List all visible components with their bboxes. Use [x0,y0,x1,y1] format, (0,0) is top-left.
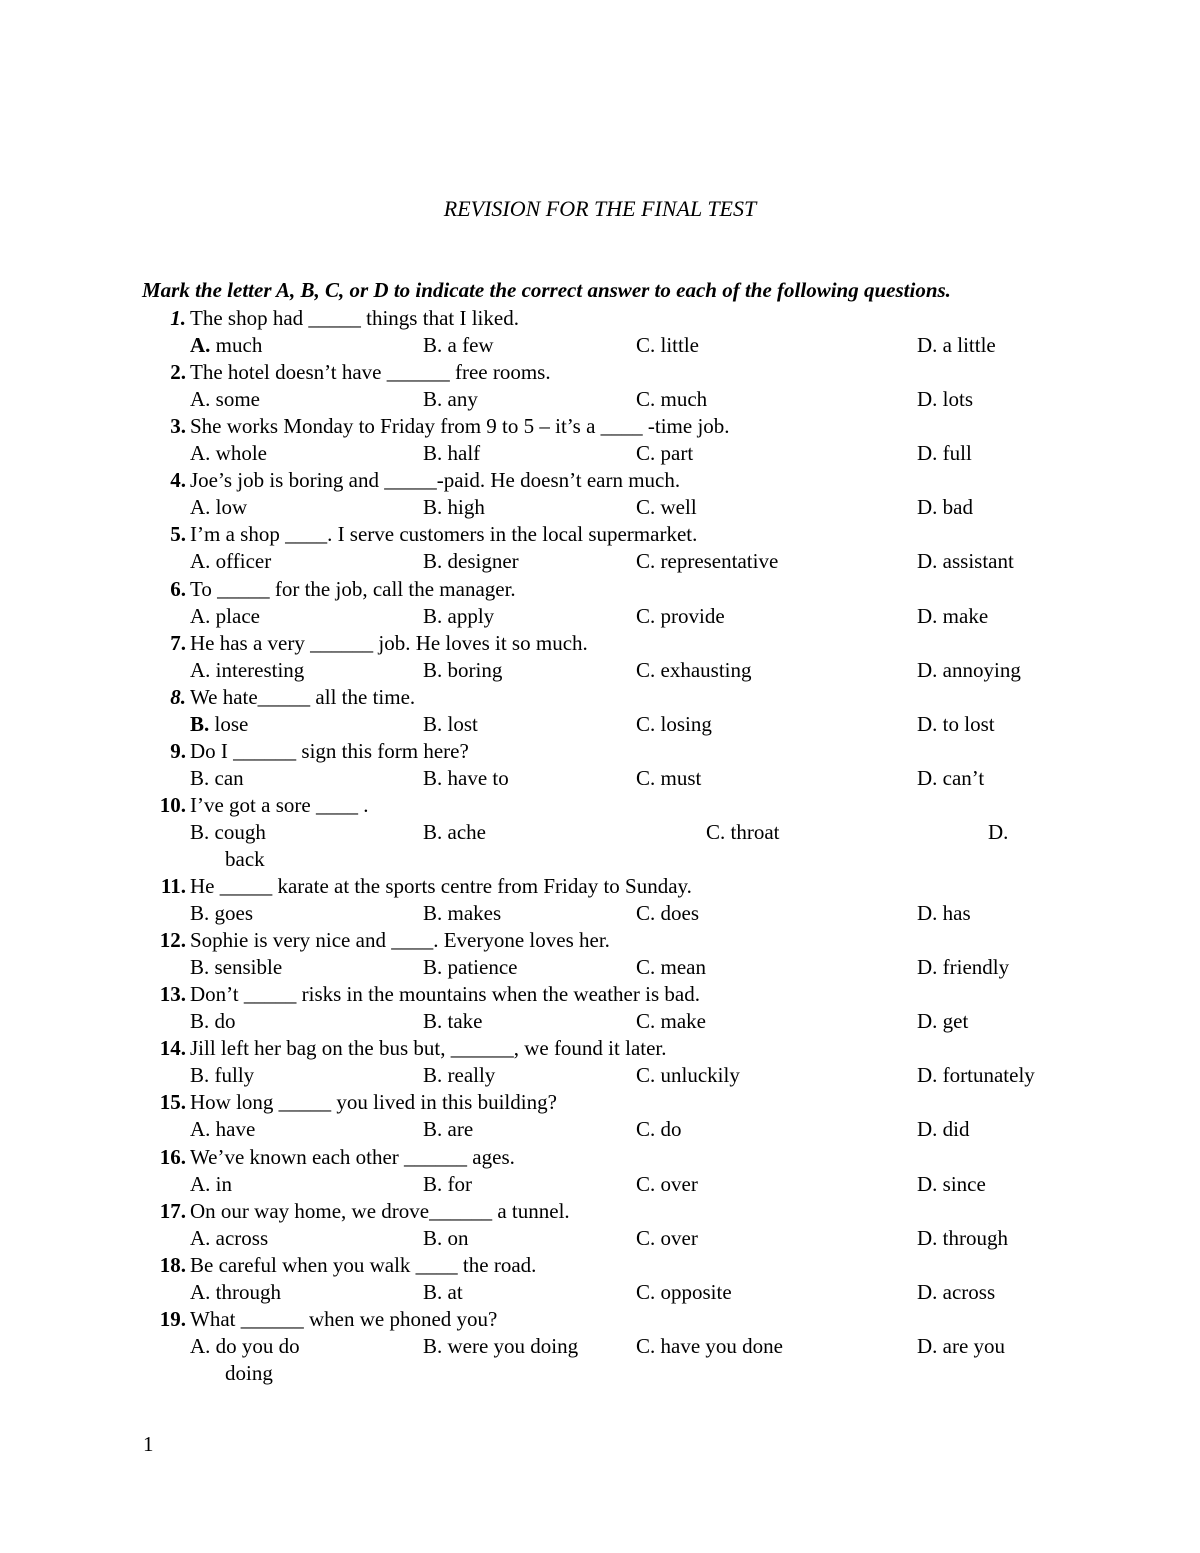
option-b[interactable]: B. a few [423,333,494,357]
question-number: 19. [159,1306,186,1331]
question-number: 18. [159,1252,186,1277]
page-number: 1 [143,1432,154,1456]
option-c[interactable]: C. have you done [636,1333,783,1358]
question-stem: To _____ for the job, call the manager. [190,576,516,601]
question-11 [0,874,1200,928]
option-b[interactable]: B. really [423,1063,496,1088]
option-d[interactable]: D. make [917,603,989,628]
option-b[interactable]: B. patience [423,955,518,980]
option-a[interactable]: B. goes [190,901,253,925]
question-number: 9. [170,738,186,763]
question-number: 17. [159,1198,186,1223]
option-a[interactable]: A. whole [190,441,267,466]
instructions: Mark the letter A, B, C, or D to indicate the correct answer to each of the following questions. [142,278,951,302]
option-d[interactable]: D. a little [917,333,996,357]
option-b[interactable]: B. are [423,1117,474,1142]
question-number: 16. [159,1144,186,1169]
option-a[interactable]: B. fully [190,1063,255,1088]
question-number: 7. [170,630,186,655]
option-b[interactable]: B. half [423,441,481,466]
option-b[interactable]: B. were you doing [423,1333,579,1358]
option-b[interactable]: B. any [423,387,478,412]
option-d[interactable]: D. full [917,441,972,466]
option-b[interactable]: B. ache [423,819,486,844]
question-16 [0,1145,1200,1199]
question-stem: Joe’s job is boring and _____-paid. He doesn’t earn much. [190,468,681,493]
option-d[interactable]: D. through [917,1225,1008,1250]
question-stem: I’ve got a sore ____ . [190,792,369,817]
question-number: 5. [170,522,186,547]
question-4 [0,468,1200,522]
option-b[interactable]: B. boring [423,657,503,682]
option-d[interactable]: D. lots [917,387,974,412]
option-c[interactable]: C. provide [636,603,725,628]
question-number: 13. [159,982,186,1007]
question-stem: We’ve known each other ______ ages. [190,1144,515,1169]
question-number: 11. [160,874,186,898]
option-d[interactable]: D. are you [917,1333,1006,1358]
question-stem: We hate_____ all the time. [190,684,416,709]
option-d[interactable]: D. to lost [917,711,995,736]
option-a[interactable]: A. in [190,1171,232,1196]
option-c[interactable]: C. unluckily [636,1063,740,1088]
option-c[interactable]: C. much [636,387,708,412]
option-b[interactable]: B. apply [423,603,495,628]
question-stem: She works Monday to Friday from 9 to 5 – it’s a ____ -time job. [190,414,730,439]
question-stem: Do I ______ sign this form here? [190,738,469,763]
question-13 [0,982,1200,1036]
option-b[interactable]: B. take [423,1009,483,1034]
option-c[interactable]: C. make [636,1009,706,1034]
question-12 [0,928,1200,982]
option-c[interactable]: C. throat [706,819,780,844]
question-stem: On our way home, we drove______ a tunnel. [190,1198,570,1223]
page-title: REVISION FOR THE FINAL TEST [443,196,757,221]
option-d[interactable]: D. [988,819,1009,844]
question-17 [0,1199,1200,1253]
question-stem: I’m a shop ____. I serve customers in the local supermarket. [190,522,698,547]
question-number: 3. [170,414,186,439]
question-stem: What ______ when we phoned you? [190,1306,498,1331]
option-c[interactable]: C. part [636,441,694,466]
question-number: 4. [170,468,186,493]
option-d[interactable]: D. fortunately [917,1063,1035,1088]
question-number: 6. [170,576,186,601]
option-a[interactable]: A. much [190,333,263,357]
question-10 [0,792,1200,871]
question-number: 12. [159,928,186,953]
option-a[interactable]: A. across [190,1225,269,1250]
question-2 [0,360,1200,414]
option-d[interactable]: D. friendly [917,955,1010,980]
question-19 [0,1306,1200,1385]
option-letter: B. [190,711,210,736]
option-b[interactable]: B. for [423,1171,472,1196]
option-d[interactable]: D. did [917,1117,970,1142]
question-stem: Don’t _____ risks in the mountains when the weather is bad. [190,982,700,1007]
option-c[interactable]: C. over [636,1171,698,1196]
question-number: 10. [159,792,186,817]
option-wrap-text: back [225,846,265,871]
question-1 [0,306,1200,360]
option-d[interactable]: D. bad [917,495,973,520]
question-stem: Jill left her bag on the bus but, ______, we found it later. [190,1036,667,1061]
question-number: 2. [170,360,186,385]
option-d[interactable]: D. has [917,901,971,925]
option-c[interactable]: C. exhausting [636,657,752,682]
option-d[interactable]: D. assistant [917,549,1014,574]
option-a[interactable]: A. place [190,603,260,628]
question-6 [0,577,1200,631]
question-number: 15. [159,1090,186,1115]
option-d[interactable]: D. since [917,1171,986,1196]
option-a[interactable]: A. through [190,1279,281,1304]
option-a[interactable]: A. some [190,387,260,412]
option-b[interactable]: B. designer [423,549,519,574]
question-stem: He has a very ______ job. He loves it so much. [190,630,588,655]
option-c[interactable]: C. representative [636,549,779,574]
question-3 [0,414,1200,468]
question-5 [0,522,1200,576]
option-c[interactable]: C. opposite [636,1279,732,1304]
question-stem: The hotel doesn’t have ______ free rooms. [190,360,551,385]
option-a[interactable]: A. do you do [190,1333,300,1358]
option-a[interactable]: B. sensible [190,955,283,980]
option-c[interactable]: C. losing [636,711,712,736]
question-7 [0,631,1200,685]
option-d[interactable]: D. get [917,1009,969,1034]
question-stem: How long _____ you lived in this building? [190,1090,557,1115]
option-a[interactable]: B. cough [190,819,266,844]
question-number: 14. [159,1036,186,1061]
option-b[interactable]: B. lost [423,711,478,736]
question-stem: The shop had _____ things that I liked. [190,306,519,330]
question-number: 1. [170,306,186,330]
option-wrap-text: doing [225,1360,273,1385]
question-8 [0,685,1200,739]
option-d[interactable]: D. can’t [917,765,985,790]
option-a[interactable]: B. can [190,765,244,790]
question-stem: Be careful when you walk ____ the road. [190,1252,537,1277]
option-a[interactable]: A. officer [190,549,272,574]
question-9 [0,739,1200,793]
option-c[interactable]: C. over [636,1225,698,1250]
option-c[interactable]: C. mean [636,955,706,980]
option-letter: A. [190,333,211,357]
question-14 [0,1036,1200,1090]
option-a[interactable]: A. low [190,495,248,520]
option-d[interactable]: D. annoying [917,657,1021,682]
option-b[interactable]: B. have to [423,765,509,790]
option-a[interactable]: B. do [190,1009,236,1034]
question-stem: Sophie is very nice and ____. Everyone loves her. [190,928,610,953]
question-15 [0,1090,1200,1144]
option-c[interactable]: C. does [636,901,699,925]
question-stem: He _____ karate at the sports centre from Friday to Sunday. [190,874,692,898]
option-b[interactable]: B. on [423,1225,469,1250]
option-b[interactable]: B. makes [423,901,502,925]
option-c[interactable]: C. little [636,333,699,357]
option-c[interactable]: C. must [636,765,702,790]
option-b[interactable]: B. at [423,1279,463,1304]
option-a[interactable]: A. have [190,1117,256,1142]
question-number: 8. [170,684,186,709]
option-a[interactable]: A. interesting [190,657,305,682]
option-b[interactable]: B. high [423,495,485,520]
option-c[interactable]: C. well [636,495,697,520]
option-d[interactable]: D. across [917,1279,996,1304]
question-18 [0,1253,1200,1307]
option-c[interactable]: C. do [636,1117,682,1142]
option-a[interactable]: B. lose [190,711,249,736]
